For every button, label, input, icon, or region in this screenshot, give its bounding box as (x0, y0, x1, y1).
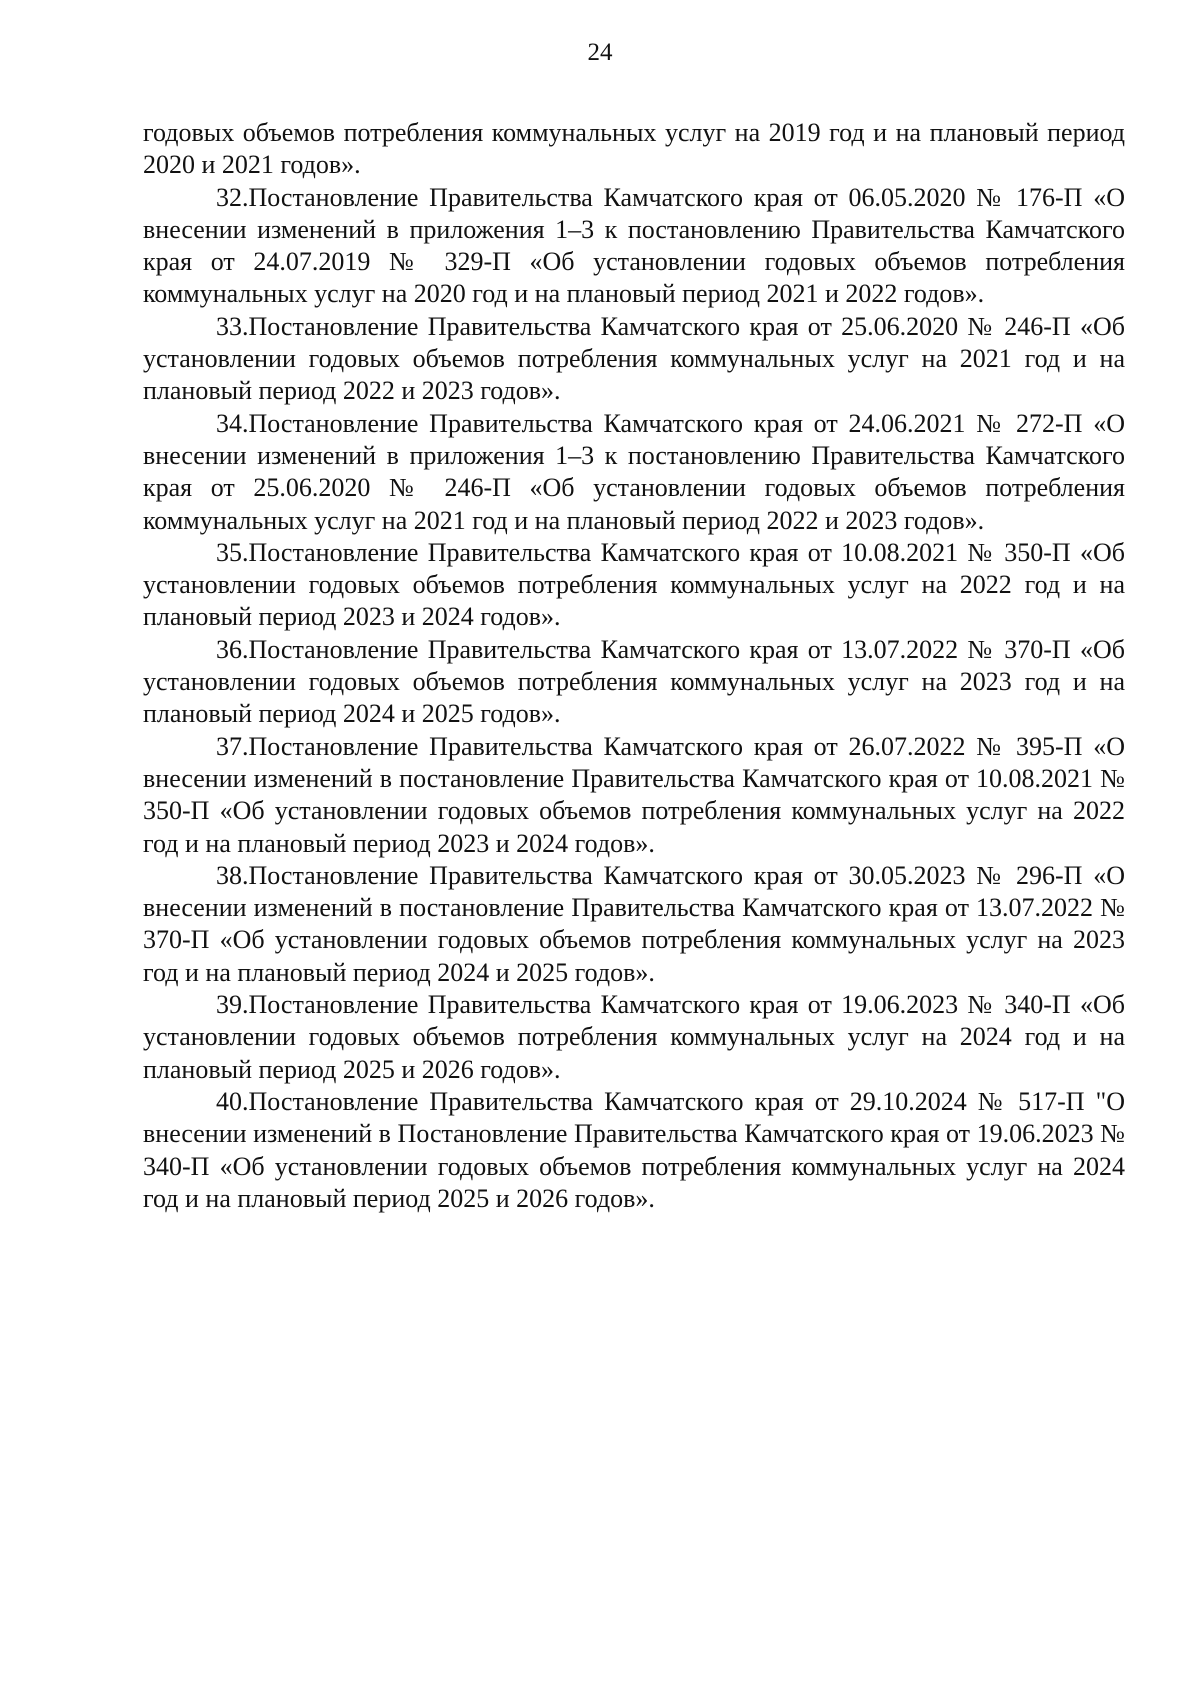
list-item-text: Постановление Правительства Камчатского края от 13.07.2022 № 370-П «Об установлении годовых объемов потребления коммунальных услуг на 2023 год и на плановый период 2024 и 2025 годов». (143, 634, 1125, 729)
list-item (143, 860, 1125, 989)
list-item-text: Постановление Правительства Камчатского края от 25.06.2020 № 246-П «Об установлении годовых объемов потребления коммунальных услуг на 2021 год и на плановый период 2022 и 2023 годов». (143, 311, 1125, 406)
list-item-number: 38. (216, 860, 249, 890)
list-item-text: Постановление Правительства Камчатского края от 26.07.2022 № 395-П «О внесении изменений в постановление Правительства Камчатского края от 10.08.2021 № 350-П «Об установлении годовых объемов потребления коммунальных услуг на 2022 год и на плановый период 2023 и 2024 годов». (143, 731, 1125, 858)
list-item-number: 39. (216, 990, 249, 1020)
list-item-number: 35. (216, 537, 249, 567)
list-item (143, 311, 1125, 408)
list-item-number: 32. (216, 182, 249, 212)
list-item (143, 989, 1125, 1086)
page-number: 24 (587, 39, 613, 66)
list-item-number: 37. (216, 731, 249, 761)
document-body (143, 117, 1125, 1215)
list-item-number: 36. (216, 634, 249, 664)
list-item (143, 537, 1125, 634)
list-item-text: Постановление Правительства Камчатского края от 30.05.2023 № 296-П «О внесении изменений в постановление Правительства Камчатского края от 13.07.2022 № 370-П «Об установлении годовых объемов потребления коммунальных услуг на 2023 год и на плановый период 2024 и 2025 годов». (143, 860, 1125, 987)
list-item-text: Постановление Правительства Камчатского края от 10.08.2021 № 350-П «Об установлении годовых объемов потребления коммунальных услуг на 2022 год и на плановый период 2023 и 2024 годов». (143, 537, 1125, 632)
list-item (143, 634, 1125, 731)
list-item-number: 34. (216, 408, 249, 438)
list-item-text: Постановление Правительства Камчатского края от 06.05.2020 № 176-П «О внесении изменений в приложения 1–3 к постановлению Правительства Камчатского края от 24.07.2019 № 329-П «Об установлении годовых объемов потребления коммунальных услуг на 2020 год и на плановый период 2021 и 2022 годов». (143, 182, 1125, 309)
list-item-number: 33. (216, 311, 249, 341)
list-item-text: Постановление Правительства Камчатского края от 29.10.2024 № 517-П "О внесении изменений в Постановление Правительства Камчатского края от 19.06.2023 № 340-П «Об установлении годовых объемов потребления коммунальных услуг на 2024 год и на плановый период 2025 и 2026 годов». (143, 1086, 1125, 1213)
list-item (143, 182, 1125, 311)
list-item-text: Постановление Правительства Камчатского края от 19.06.2023 № 340-П «Об установлении годовых объемов потребления коммунальных услуг на 2024 год и на плановый период 2025 и 2026 годов». (143, 990, 1125, 1084)
list-item (143, 731, 1125, 860)
list-item-number: 40. (216, 1086, 249, 1116)
list-item-text: Постановление Правительства Камчатского края от 24.06.2021 № 272-П «О внесении изменений в приложения 1–3 к постановлению Правительства Камчатского края от 25.06.2020 № 246-П «Об установлении годовых объемов потребления коммунальных услуг на 2021 год и на плановый период 2022 и 2023 годов». (143, 408, 1125, 535)
list-item (143, 1086, 1125, 1215)
list-item (143, 408, 1125, 537)
continuation-paragraph: годовых объемов потребления коммунальных услуг на 2019 год и на плановый период 2020 и 2021 годов». (143, 118, 1125, 180)
